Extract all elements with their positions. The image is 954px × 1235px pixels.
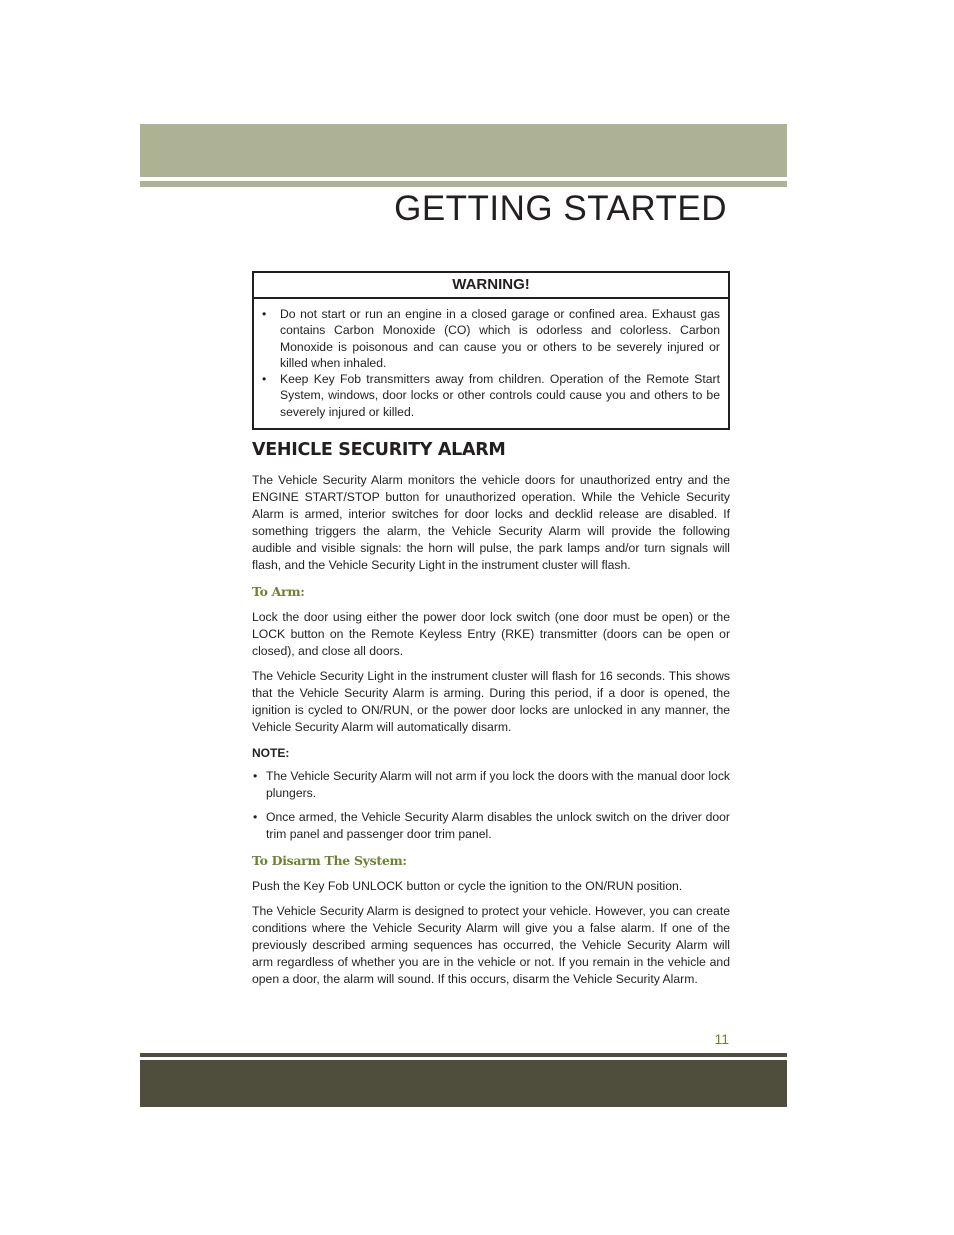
note-item: [252, 809, 730, 842]
section-title: GETTING STARTED: [394, 189, 727, 228]
footer-rule: [140, 1053, 787, 1057]
article-heading: VEHICLE SECURITY ALARM: [252, 440, 506, 461]
bullet-icon: •: [262, 372, 267, 387]
header-band: [140, 124, 787, 177]
disarm-paragraph-1: Push the Key Fob UNLOCK button or cycle the ignition to the ON/RUN position.: [252, 879, 683, 894]
warning-item-text: Keep Key Fob transmitters away from children. Operation of the Remote Start System, windows, door locks or other controls could cause you and others to be severely injured or killed.: [280, 372, 720, 419]
intro-paragraph: The Vehicle Security Alarm monitors the vehicle doors for unauthorized entry and the ENGINE START/STOP button for unauthorized operation. While the Vehicle Security Alarm is armed, interior switches for door locks and decklid release are disabled. If something triggers the alarm, the Vehicle Security Alarm will provide the following audible and visible signals: the horn will pulse, the park lamps and/or turn signals will flash, and the Vehicle Security Light in the instrument cluster will flash.: [252, 473, 730, 573]
footer-band: [140, 1060, 787, 1107]
warning-item: [262, 306, 720, 371]
warning-item: [262, 371, 720, 420]
bullet-icon: •: [253, 810, 258, 825]
warning-list: [254, 299, 728, 428]
bullet-icon: •: [262, 307, 267, 321]
bullet-icon: •: [253, 769, 258, 784]
note-label: NOTE:: [252, 746, 290, 761]
note-list: [252, 768, 730, 842]
disarm-paragraph-2: The Vehicle Security Alarm is designed to protect your vehicle. However, you can create conditions where the Vehicle Security Alarm will give you a false alarm. If one of the previously described arming sequences has occurred, the Vehicle Security Alarm will arm regardless of whether you are in the vehicle or not. If you remain in the vehicle and open a door, the alarm will sound. If this occurs, disarm the Vehicle Security Alarm.: [252, 904, 730, 987]
header-rule: [140, 181, 787, 187]
warning-box: [252, 271, 730, 430]
warning-item-text: Do not start or run an engine in a closed garage or confined area. Exhaust gas contains Carbon Monoxide (CO) which is odorless and colorless. Carbon Monoxide is poisonous and can cause you or others to be severely injured or killed when inhaled.: [280, 307, 720, 370]
disarm-subheading: To Disarm The System:: [252, 853, 407, 869]
note-item: [252, 768, 730, 801]
note-item-text: Once armed, the Vehicle Security Alarm disables the unlock switch on the driver door trim panel and passenger door trim panel.: [266, 810, 730, 841]
page-content: [252, 271, 730, 988]
arm-paragraph-1: Lock the door using either the power door lock switch (one door must be open) or the LOCK button on the Remote Keyless Entry (RKE) transmitter (doors can be open or closed), and close all doors.: [252, 610, 730, 659]
arm-paragraph-2: The Vehicle Security Light in the instrument cluster will flash for 16 seconds. This shows that the Vehicle Security Alarm is arming. During this period, if a door is opened, the ignition is cycled to ON/RUN, or the power door locks are unlocked in any manner, the Vehicle Security Alarm will automatically disarm.: [252, 669, 730, 735]
arm-subheading: To Arm:: [252, 584, 305, 600]
note-item-text: The Vehicle Security Alarm will not arm if you lock the doors with the manual door lock plungers.: [266, 769, 731, 800]
page-number: 11: [714, 1031, 729, 1047]
warning-title: WARNING!: [254, 273, 728, 299]
